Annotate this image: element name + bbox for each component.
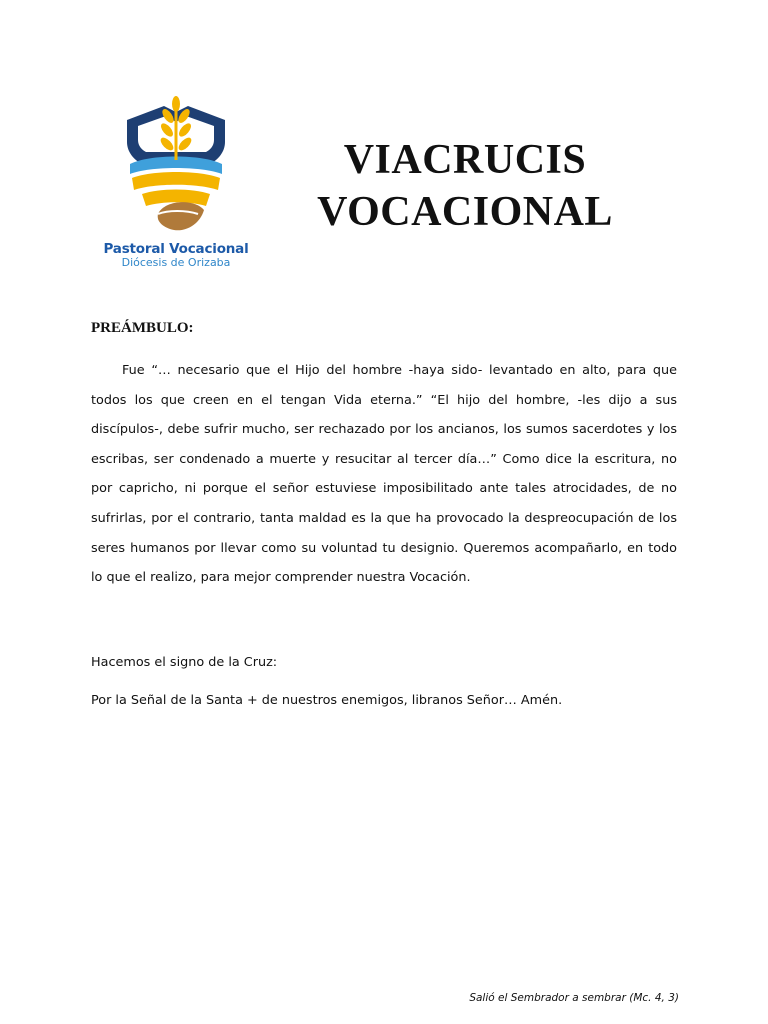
wheat-sprout-emblem-icon — [94, 90, 258, 240]
pastoral-vocacional-logo — [94, 90, 258, 282]
preamble-heading: PREÁMBULO: — [91, 320, 194, 336]
title-line-2: VOCACIONAL — [317, 189, 613, 235]
logo-name: Pastoral Vocacional — [103, 241, 249, 257]
preamble-paragraph: Fue “… necesario que el Hijo del hombre -haya sido- levantado en alto, para que todos los que creen en el tengan Vida eterna.” “El hijo del hombre, -les dijo a sus discípulos-, debe sufrir mucho, ser rechazado por los ancianos, los sumos sacerdotes y los escribas, ser condenado a muerte y resucitar al tercer día…” Como dice la escritura, no por capricho, ni porque el señor estuviese imposibilitado ante tales atrocidades, de no sufrirlas, por el contrario, tanta maldad es la que ha provocado la despreocupación de los seres humanos por llevar como su voluntad tu designio. Queremos acompañarlo, en todo lo que el realizo, para mejor comprender nuestra Vocación. — [91, 363, 677, 586]
sign-of-cross-prayer: Por la Señal de la Santa + de nuestros enemigos, libranos Señor… Amén. — [91, 693, 563, 708]
footer-quote: Salió el Sembrador a sembrar (Mc. 4, 3) — [469, 992, 679, 1004]
logo-diocese: Diócesis de Orizaba — [121, 256, 231, 269]
sign-of-cross-intro: Hacemos el signo de la Cruz: — [91, 655, 278, 670]
document-title — [300, 134, 630, 238]
title-line-1: VIACRUCIS — [343, 137, 587, 183]
